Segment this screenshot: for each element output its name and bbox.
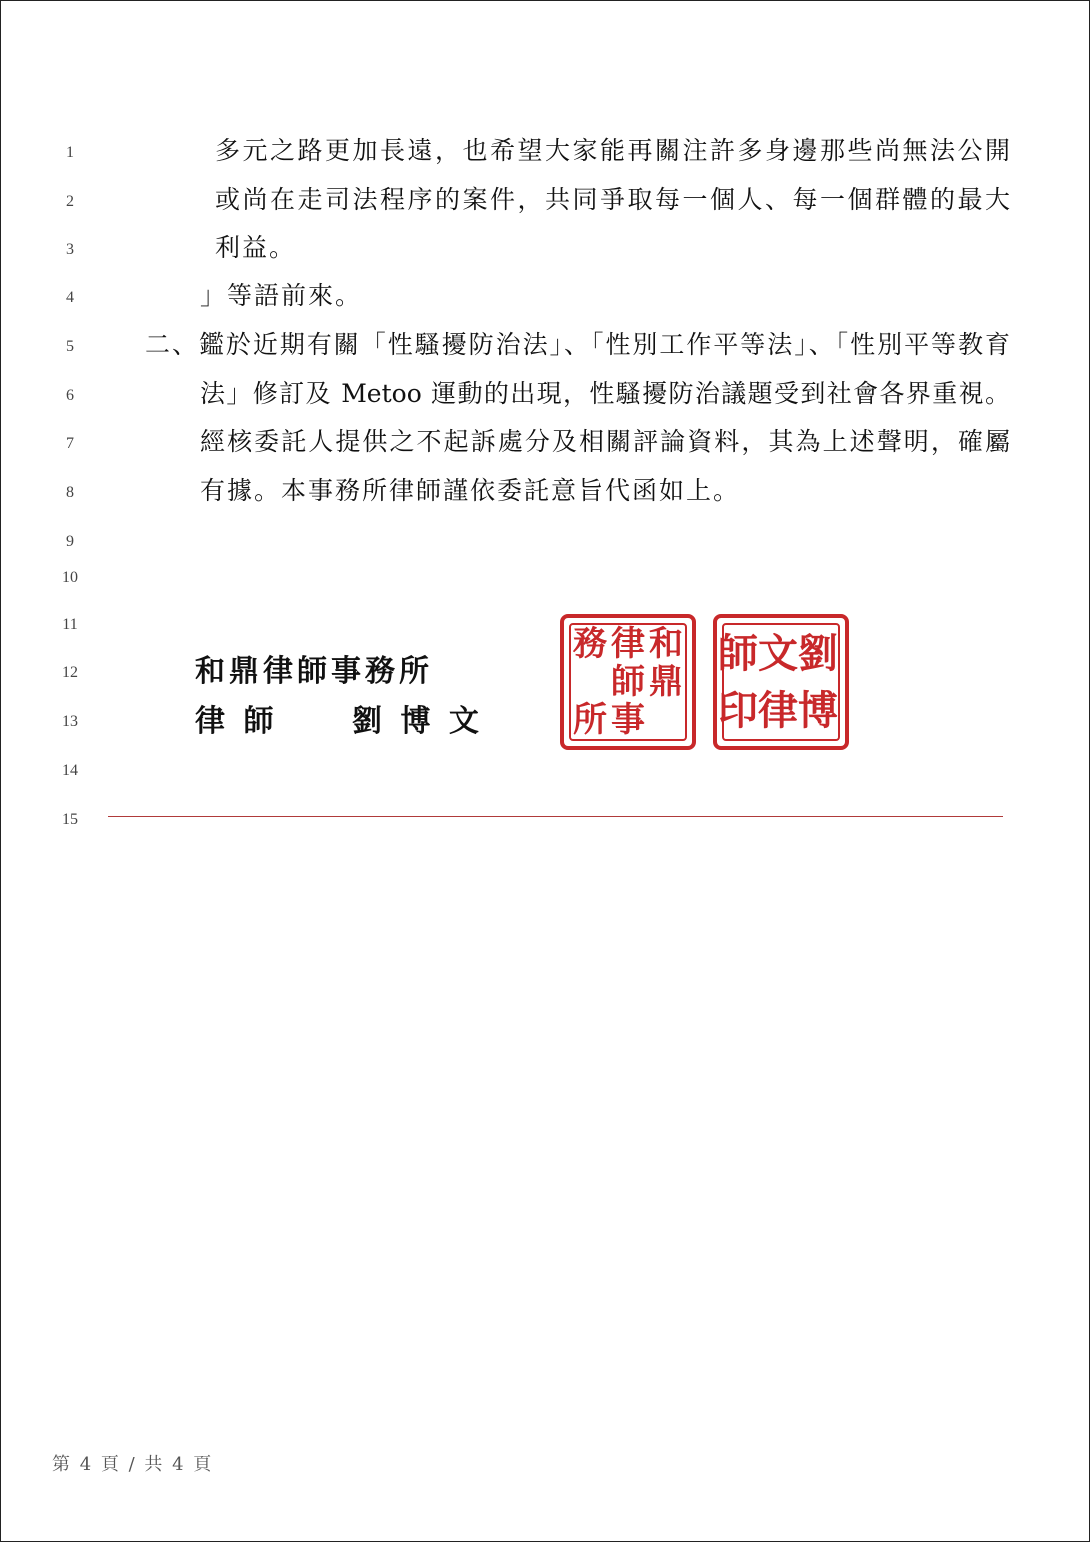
seal-char	[571, 663, 609, 701]
seal-char: 師	[718, 629, 758, 677]
seal-char: 博	[798, 686, 838, 734]
line-number: 8	[66, 484, 74, 501]
line-number: 5	[66, 338, 74, 355]
end-rule	[108, 816, 1003, 817]
line-number: 14	[62, 762, 78, 779]
line-number: 15	[62, 811, 78, 828]
personal-seal	[713, 614, 849, 750]
line-number: 3	[66, 241, 74, 258]
body-line: 有據。本事務所律師謹依委託意旨代函如上。	[200, 476, 741, 505]
body-line: 」等語前來。	[200, 281, 363, 310]
seal-char: 律	[611, 624, 645, 664]
line-number: 2	[66, 193, 74, 210]
seal-char: 律	[758, 686, 798, 734]
signer-name: 劉 博 文	[352, 704, 483, 739]
seal-char	[647, 701, 685, 739]
seal-char: 和	[649, 624, 683, 664]
body-line: 法」修訂及 Metoo 運動的出現，性騷擾防治議題受到社會各界重視。	[200, 379, 1010, 408]
line-number: 12	[62, 664, 78, 681]
body-line: 或尚在走司法程序的案件，共同爭取每一個人、每一個群體的最大	[215, 185, 1010, 214]
seal-char: 務	[573, 624, 607, 664]
firm-name: 和鼎律師事務所	[195, 654, 433, 689]
line-number: 7	[66, 435, 74, 452]
body-line: 利益。	[215, 233, 297, 262]
firm-seal	[560, 614, 696, 750]
signer-title: 律 師	[195, 704, 278, 739]
line-number: 9	[66, 533, 74, 550]
line-number: 4	[66, 289, 74, 306]
seal-char: 師	[611, 662, 645, 702]
line-number: 1	[66, 144, 74, 161]
body-line: 經核委託人提供之不起訴處分及相關評論資料，其為上述聲明，確屬	[200, 427, 1010, 456]
seal-char: 鼎	[649, 662, 683, 702]
line-number: 6	[66, 387, 74, 404]
line-number: 11	[62, 616, 78, 633]
seal-char: 印	[718, 686, 758, 734]
page-footer: 第 4 頁 / 共 4 頁	[52, 1454, 214, 1475]
body-line: 二、鑑於近期有關「性騷擾防治法」、「性別工作平等法」、「性別平等教育	[145, 330, 1010, 359]
body-line: 多元之路更加長遠，也希望大家能再關注許多身邊那些尚無法公開	[215, 136, 1010, 165]
seal-char: 事	[611, 700, 645, 740]
seal-char: 所	[573, 700, 607, 740]
line-number: 10	[62, 569, 78, 586]
seal-char: 文	[758, 629, 798, 677]
seal-char: 劉	[798, 629, 838, 677]
line-number: 13	[62, 713, 78, 730]
